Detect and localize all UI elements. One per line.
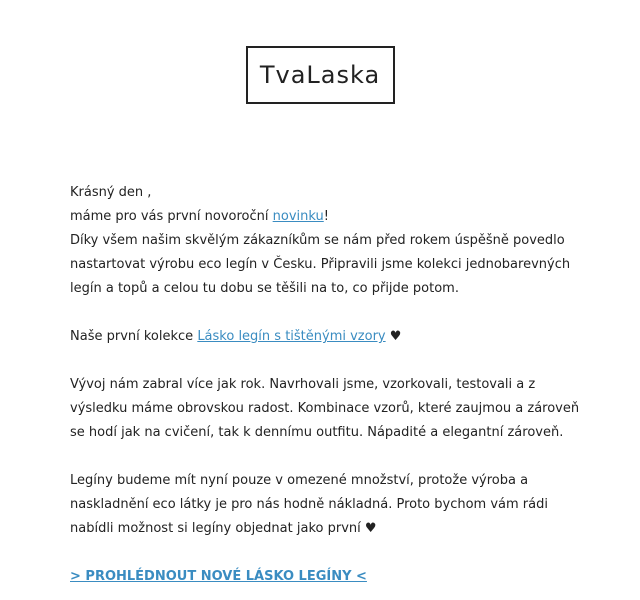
collection-link[interactable]: Lásko legín s tištěnými vzory [197,329,386,344]
email-body [70,181,590,589]
collection-line [70,325,590,349]
novinka-link[interactable]: novinku [272,209,324,224]
spacer [70,541,590,565]
paragraph-limited: Legíny budeme mít nyní pouze v omezené množství, protože výroba a naskladnění eco látky je pro nás hodně nákladná. Proto bychom vám rádi nabídli možnost si legíny objednat jako první ♥ [70,473,548,536]
header [0,46,640,104]
cta-line [70,565,590,589]
brand-logo[interactable]: TvaLaska [246,46,395,104]
spacer [70,445,590,469]
spacer [70,349,590,373]
spacer [70,301,590,325]
intro-line [70,205,590,229]
heart-icon: ♥ [385,329,402,344]
paragraph-success: Díky všem našim skvělým zákazníkům se nám před rokem úspěšně povedlo nastartovat výrobu eco legín v Česku. Připravili jsme kolekci jednobarevných legín a topů a celou tu dobu se těšili na to, co přijde potom. [70,233,571,296]
greeting: Krásný den , [70,185,152,200]
intro-exclaim: ! [323,209,329,224]
cta-link[interactable]: > PROHLÉDNOUT NOVÉ LÁSKO LEGÍNY < [70,569,367,584]
collection-text: Naše první kolekce [70,329,198,344]
paragraph-development: Vývoj nám zabral více jak rok. Navrhovali jsme, vzorkovali, testovali a z výsledku máme obrovskou radost. Kombinace vzorů, které zaujmou a zároveň se hodí jak na cvičení, tak k dennímu outfitu. Nápadité a elegantní zároveň. [70,377,580,440]
intro-text: máme pro vás první novoroční [70,209,273,224]
